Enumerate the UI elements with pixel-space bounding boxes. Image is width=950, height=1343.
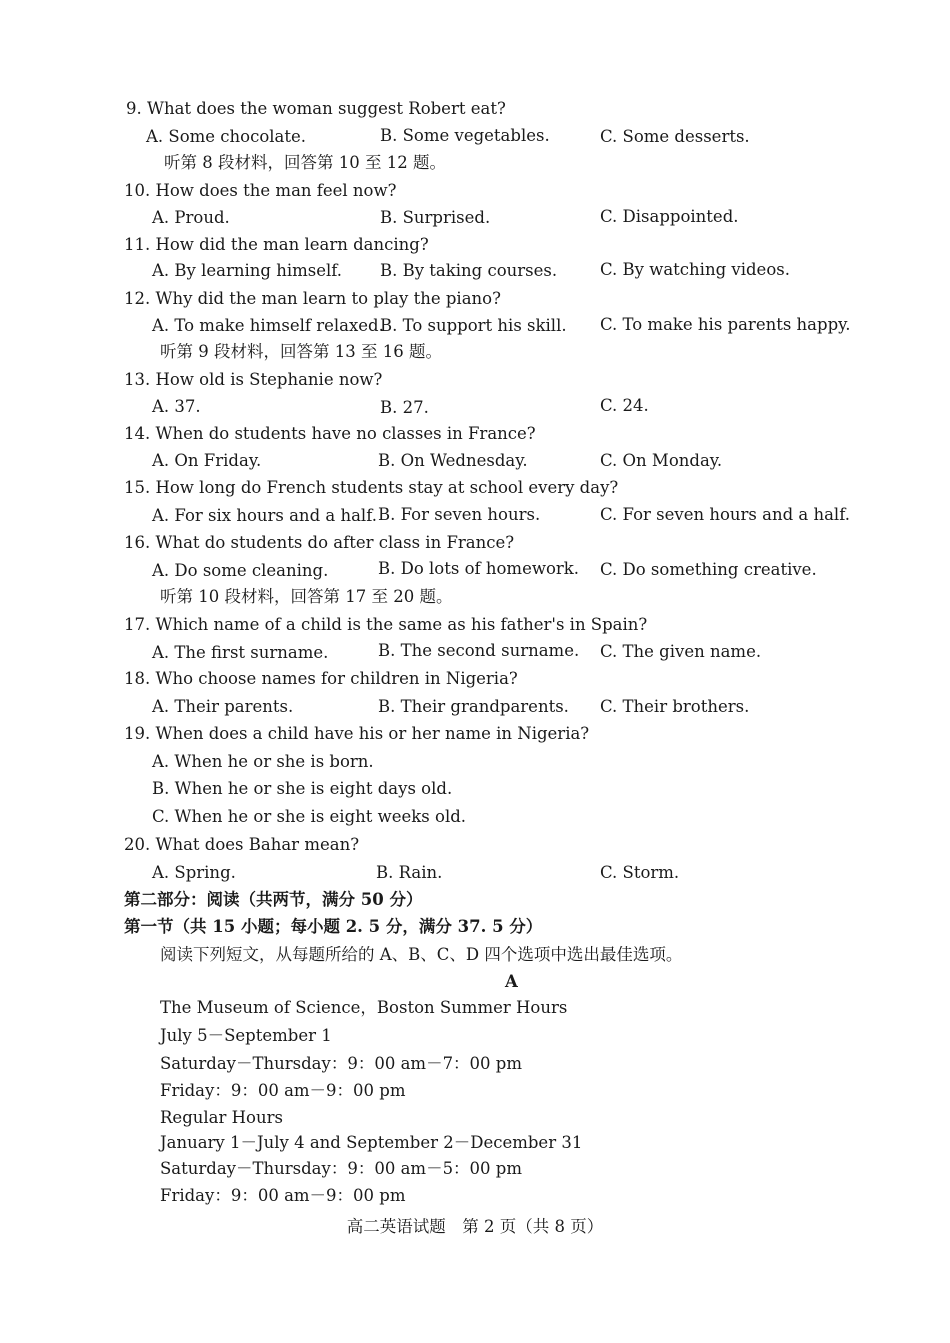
option-b: B. Their grandparents. xyxy=(378,697,569,716)
passage-label: A xyxy=(505,972,518,991)
option-b: B. Surprised. xyxy=(380,208,491,227)
option-a: A. 37. xyxy=(152,397,201,416)
option-a: A. For six hours and a half. xyxy=(152,506,377,525)
section-heading: 第一节（共 15 小题；每小题 2. 5 分，满分 37. 5 分） xyxy=(124,917,543,936)
question-stem: 19. When does a child have his or her name in Nigeria? xyxy=(124,724,590,743)
option-c: C. Do something creative. xyxy=(600,560,817,579)
option-b: B. 27. xyxy=(380,398,429,417)
listening-instruction: 听第 9 段材料，回答第 13 至 16 题。 xyxy=(160,342,442,361)
option-c: C. The given name. xyxy=(600,642,762,661)
page-footer: 高二英语试题 第 2 页（共 8 页） xyxy=(346,1217,604,1236)
option-a: A. By learning himself. xyxy=(152,261,343,280)
question-stem: 13. How old is Stephanie now? xyxy=(124,370,383,389)
option-b: B. Some vegetables. xyxy=(380,126,550,145)
question-stem: 20. What does Bahar mean? xyxy=(124,835,360,854)
passage-line: January 1－July 4 and September 2－December 31 xyxy=(160,1133,583,1152)
option-c: C. By watching videos. xyxy=(600,260,790,279)
option-a: A. On Friday. xyxy=(152,451,262,470)
passage-line: Saturday－Thursday：9：00 am－5：00 pm xyxy=(160,1159,523,1178)
option-c: C. To make his parents happy. xyxy=(600,315,851,334)
question-stem: 18. Who choose names for children in Nigeria? xyxy=(124,669,518,688)
question-stem: 9. What does the woman suggest Robert eat? xyxy=(126,99,506,118)
option-b: B. For seven hours. xyxy=(378,505,541,524)
option-c: C. 24. xyxy=(600,396,649,415)
option-a: A. Spring. xyxy=(152,863,236,882)
passage-line: Friday：9：00 am－9：00 pm xyxy=(160,1186,406,1205)
passage-line: July 5－September 1 xyxy=(160,1026,332,1045)
question-stem: 14. When do students have no classes in France? xyxy=(124,424,536,443)
option-c: C. For seven hours and a half. xyxy=(600,505,850,524)
passage-line: Friday：9：00 am－9：00 pm xyxy=(160,1081,406,1100)
option-c: C. Some desserts. xyxy=(600,127,750,146)
option-c: C. On Monday. xyxy=(600,451,723,470)
question-stem: 11. How did the man learn dancing? xyxy=(124,235,429,254)
question-stem: 17. Which name of a child is the same as his father's in Spain? xyxy=(124,615,648,634)
option-c: C. Disappointed. xyxy=(600,207,739,226)
option-b: B. Do lots of homework. xyxy=(378,559,580,578)
option-a: A. Proud. xyxy=(152,208,230,227)
option-b: B. To support his skill. xyxy=(380,316,567,335)
option-a: A. Do some cleaning. xyxy=(152,561,329,580)
passage-line: Saturday－Thursday：9：00 am－7：00 pm xyxy=(160,1054,523,1073)
option-c: C. When he or she is eight weeks old. xyxy=(152,807,467,826)
passage-line: Regular Hours xyxy=(160,1108,283,1127)
option-a: A. Some chocolate. xyxy=(146,127,307,146)
reading-instruction: 阅读下列短文，从每题所给的 A、B、C、D 四个选项中选出最佳选项。 xyxy=(160,945,683,964)
listening-instruction: 听第 8 段材料，回答第 10 至 12 题。 xyxy=(164,153,446,172)
option-b: B. By taking courses. xyxy=(380,261,558,280)
question-stem: 15. How long do French students stay at school every day? xyxy=(124,478,619,497)
option-b: B. On Wednesday. xyxy=(378,451,528,470)
question-stem: 16. What do students do after class in France? xyxy=(124,533,515,552)
option-a: A. The first surname. xyxy=(152,643,329,662)
option-a: A. To make himself relaxed. xyxy=(152,316,384,335)
passage-line: The Museum of Science，Boston Summer Hours xyxy=(160,998,568,1017)
option-a: A. When he or she is born. xyxy=(152,752,374,771)
part-heading: 第二部分：阅读（共两节，满分 50 分） xyxy=(124,890,423,909)
option-b: B. When he or she is eight days old. xyxy=(152,779,453,798)
listening-instruction: 听第 10 段材料，回答第 17 至 20 题。 xyxy=(160,587,453,606)
question-stem: 10. How does the man feel now? xyxy=(124,181,397,200)
option-c: C. Their brothers. xyxy=(600,697,750,716)
option-c: C. Storm. xyxy=(600,863,680,882)
question-stem: 12. Why did the man learn to play the piano? xyxy=(124,289,501,308)
option-b: B. The second surname. xyxy=(378,641,580,660)
option-b: B. Rain. xyxy=(376,863,443,882)
option-a: A. Their parents. xyxy=(152,697,294,716)
